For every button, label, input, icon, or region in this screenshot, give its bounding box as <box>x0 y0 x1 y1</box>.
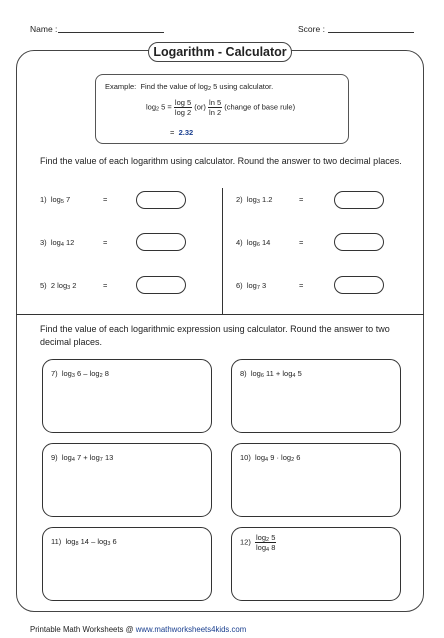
column-divider <box>222 188 223 314</box>
equals-sign: = <box>103 281 108 290</box>
name-field[interactable] <box>58 32 164 33</box>
expression-label <box>51 369 109 378</box>
expression-label <box>51 537 117 546</box>
item-base: 4 <box>60 242 64 248</box>
log-arg: 8 <box>271 543 276 552</box>
work-box-9[interactable] <box>42 443 212 517</box>
expression-fraction <box>255 533 276 552</box>
item-number: 4) <box>236 238 243 247</box>
operator: · <box>276 453 279 462</box>
part1-item: 1) $\log_5 7$ <box>40 195 71 205</box>
item-arg: 14 <box>262 238 271 247</box>
example-intro: Example: <box>105 82 137 91</box>
log-base: 2 <box>266 537 270 543</box>
log-arg: 11 <box>266 369 274 378</box>
log-word: log <box>256 533 267 542</box>
item-number: 6) <box>236 281 243 290</box>
part1-item: 6) $\log_7 3$ <box>236 281 267 291</box>
item-number: 7) <box>51 369 58 378</box>
item-number: 1) <box>40 195 47 204</box>
item-base: 7 <box>256 285 260 291</box>
example-prompt-pre: Find the value of log <box>140 82 208 91</box>
log-word: log <box>97 537 108 546</box>
log-base: 4 <box>266 547 270 553</box>
work-box-10[interactable] <box>231 443 401 517</box>
log-word: log <box>65 537 76 546</box>
item-arg: 7 <box>66 195 71 204</box>
item-base: 5 <box>60 199 64 205</box>
operator: + <box>83 453 88 462</box>
example-fraction-log <box>174 98 192 117</box>
section-divider <box>16 314 424 315</box>
fraction-numerator: log 5 <box>174 98 192 107</box>
item-number: 2) <box>236 195 243 204</box>
log-base: 4 <box>71 457 75 463</box>
example-lhs-log: log <box>146 102 157 112</box>
log-word: log <box>250 369 261 378</box>
example-result-value: 2.32 <box>178 128 194 137</box>
item-number: 8) <box>240 369 247 378</box>
answer-box-2[interactable] <box>334 191 384 209</box>
log-base: 8 <box>75 541 79 547</box>
item-base: 6 <box>256 242 260 248</box>
answer-box-3[interactable] <box>136 233 186 251</box>
log-arg: 6 <box>77 369 82 378</box>
example-prompt <box>105 82 273 91</box>
fraction-denominator <box>255 543 276 552</box>
equals-sign: = <box>299 195 304 204</box>
item-number: 11) <box>51 537 62 546</box>
fraction-denominator: ln 2 <box>209 108 222 117</box>
log-arg: 5 <box>271 533 276 542</box>
part1-item: 3) $\log_4 12$ <box>40 238 75 248</box>
operator: + <box>275 369 281 378</box>
part1-item: 2) $\log_3 1.2$ <box>236 195 273 205</box>
log-arg: 6 <box>296 453 301 462</box>
log-word: log <box>89 453 100 462</box>
item-arg: 1.2 <box>262 195 273 204</box>
part1-item: 4) $\log_6 14$ <box>236 238 271 248</box>
footer-label: Printable Math Worksheets @ <box>30 625 134 634</box>
equals-sign: = <box>299 238 304 247</box>
part1-instruction: Find the value of each logarithm using calculator. Round the answer to two decimal places. <box>40 156 402 166</box>
part2-instruction: Find the value of each logarithmic expression using calculator. Round the answer to two decimal places. <box>40 324 390 347</box>
item-base: 3 <box>67 285 71 291</box>
item-number: 12) <box>240 537 251 547</box>
example-rule: (change of base rule) <box>224 102 296 112</box>
item-number: 5) <box>40 281 47 290</box>
operator: – <box>91 537 96 546</box>
fraction-numerator: ln 5 <box>209 98 222 107</box>
item-arg: 12 <box>66 238 75 247</box>
name-label: Name : <box>30 24 58 34</box>
log-base: 3 <box>107 541 111 547</box>
answer-box-6[interactable] <box>334 276 384 294</box>
work-box-8[interactable] <box>231 359 401 433</box>
item-number: 9) <box>51 453 58 462</box>
example-fraction-ln <box>208 98 222 117</box>
equals-sign: = <box>299 281 304 290</box>
equals-sign: = <box>103 195 108 204</box>
footer <box>30 625 246 634</box>
log-word: log <box>281 453 292 462</box>
item-number: 3) <box>40 238 47 247</box>
log-word: log <box>282 369 293 378</box>
log-arg: 8 <box>104 369 109 378</box>
work-box-11[interactable] <box>42 527 212 601</box>
operator: – <box>83 369 88 378</box>
log-base: 2 <box>291 457 295 463</box>
item-arg: 3 <box>262 281 267 290</box>
answer-box-5[interactable] <box>136 276 186 294</box>
work-box-7[interactable] <box>42 359 212 433</box>
log-arg: 9 <box>270 453 275 462</box>
example-or: (or) <box>194 102 206 112</box>
example-prompt-base: 2 <box>207 86 212 92</box>
log-word: log <box>255 453 266 462</box>
example-lhs-base: 2 <box>156 106 160 113</box>
example-box <box>95 74 349 144</box>
page-title: Logarithm - Calculator <box>148 42 292 62</box>
score-field[interactable] <box>328 32 414 33</box>
log-arg: 5 <box>297 369 302 378</box>
footer-link[interactable]: www.mathworksheets4kids.com <box>135 625 247 634</box>
example-lhs-arg: 5 = <box>161 102 172 112</box>
example-equation <box>146 98 295 117</box>
log-word: log <box>89 369 100 378</box>
expression-label <box>240 453 300 462</box>
log-word: log <box>256 543 267 552</box>
expression-label <box>51 453 113 462</box>
example-prompt-post: 5 using calculator. <box>213 82 274 91</box>
log-base: 4 <box>292 373 296 379</box>
log-base: 7 <box>99 457 103 463</box>
expression-label <box>240 369 302 378</box>
log-word: log <box>61 453 72 462</box>
fraction-numerator <box>255 533 276 543</box>
example-result-eq: = <box>170 128 175 137</box>
item-base: 3 <box>256 199 260 205</box>
score-label: Score : <box>298 24 325 34</box>
item-number: 10) <box>240 453 251 462</box>
item-arg: 2 <box>72 281 77 290</box>
answer-box-4[interactable] <box>334 233 384 251</box>
log-arg: 13 <box>104 453 114 462</box>
log-base: 4 <box>265 457 269 463</box>
log-base: 6 <box>260 373 264 379</box>
log-arg: 7 <box>77 453 82 462</box>
work-box-12[interactable] <box>231 527 401 601</box>
fraction-denominator: log 2 <box>174 108 192 117</box>
item-coef: 2 <box>50 281 58 290</box>
log-base: 3 <box>71 373 75 379</box>
log-base: 2 <box>99 373 103 379</box>
log-arg: 6 <box>112 537 117 546</box>
log-word: log <box>61 369 72 378</box>
part1-item: 5) 2 $\log_3 2$ <box>40 281 77 291</box>
log-arg: 14 <box>80 537 89 546</box>
answer-box-1[interactable] <box>136 191 186 209</box>
example-result <box>170 128 193 137</box>
expression-label <box>240 533 276 552</box>
equals-sign: = <box>103 238 108 247</box>
